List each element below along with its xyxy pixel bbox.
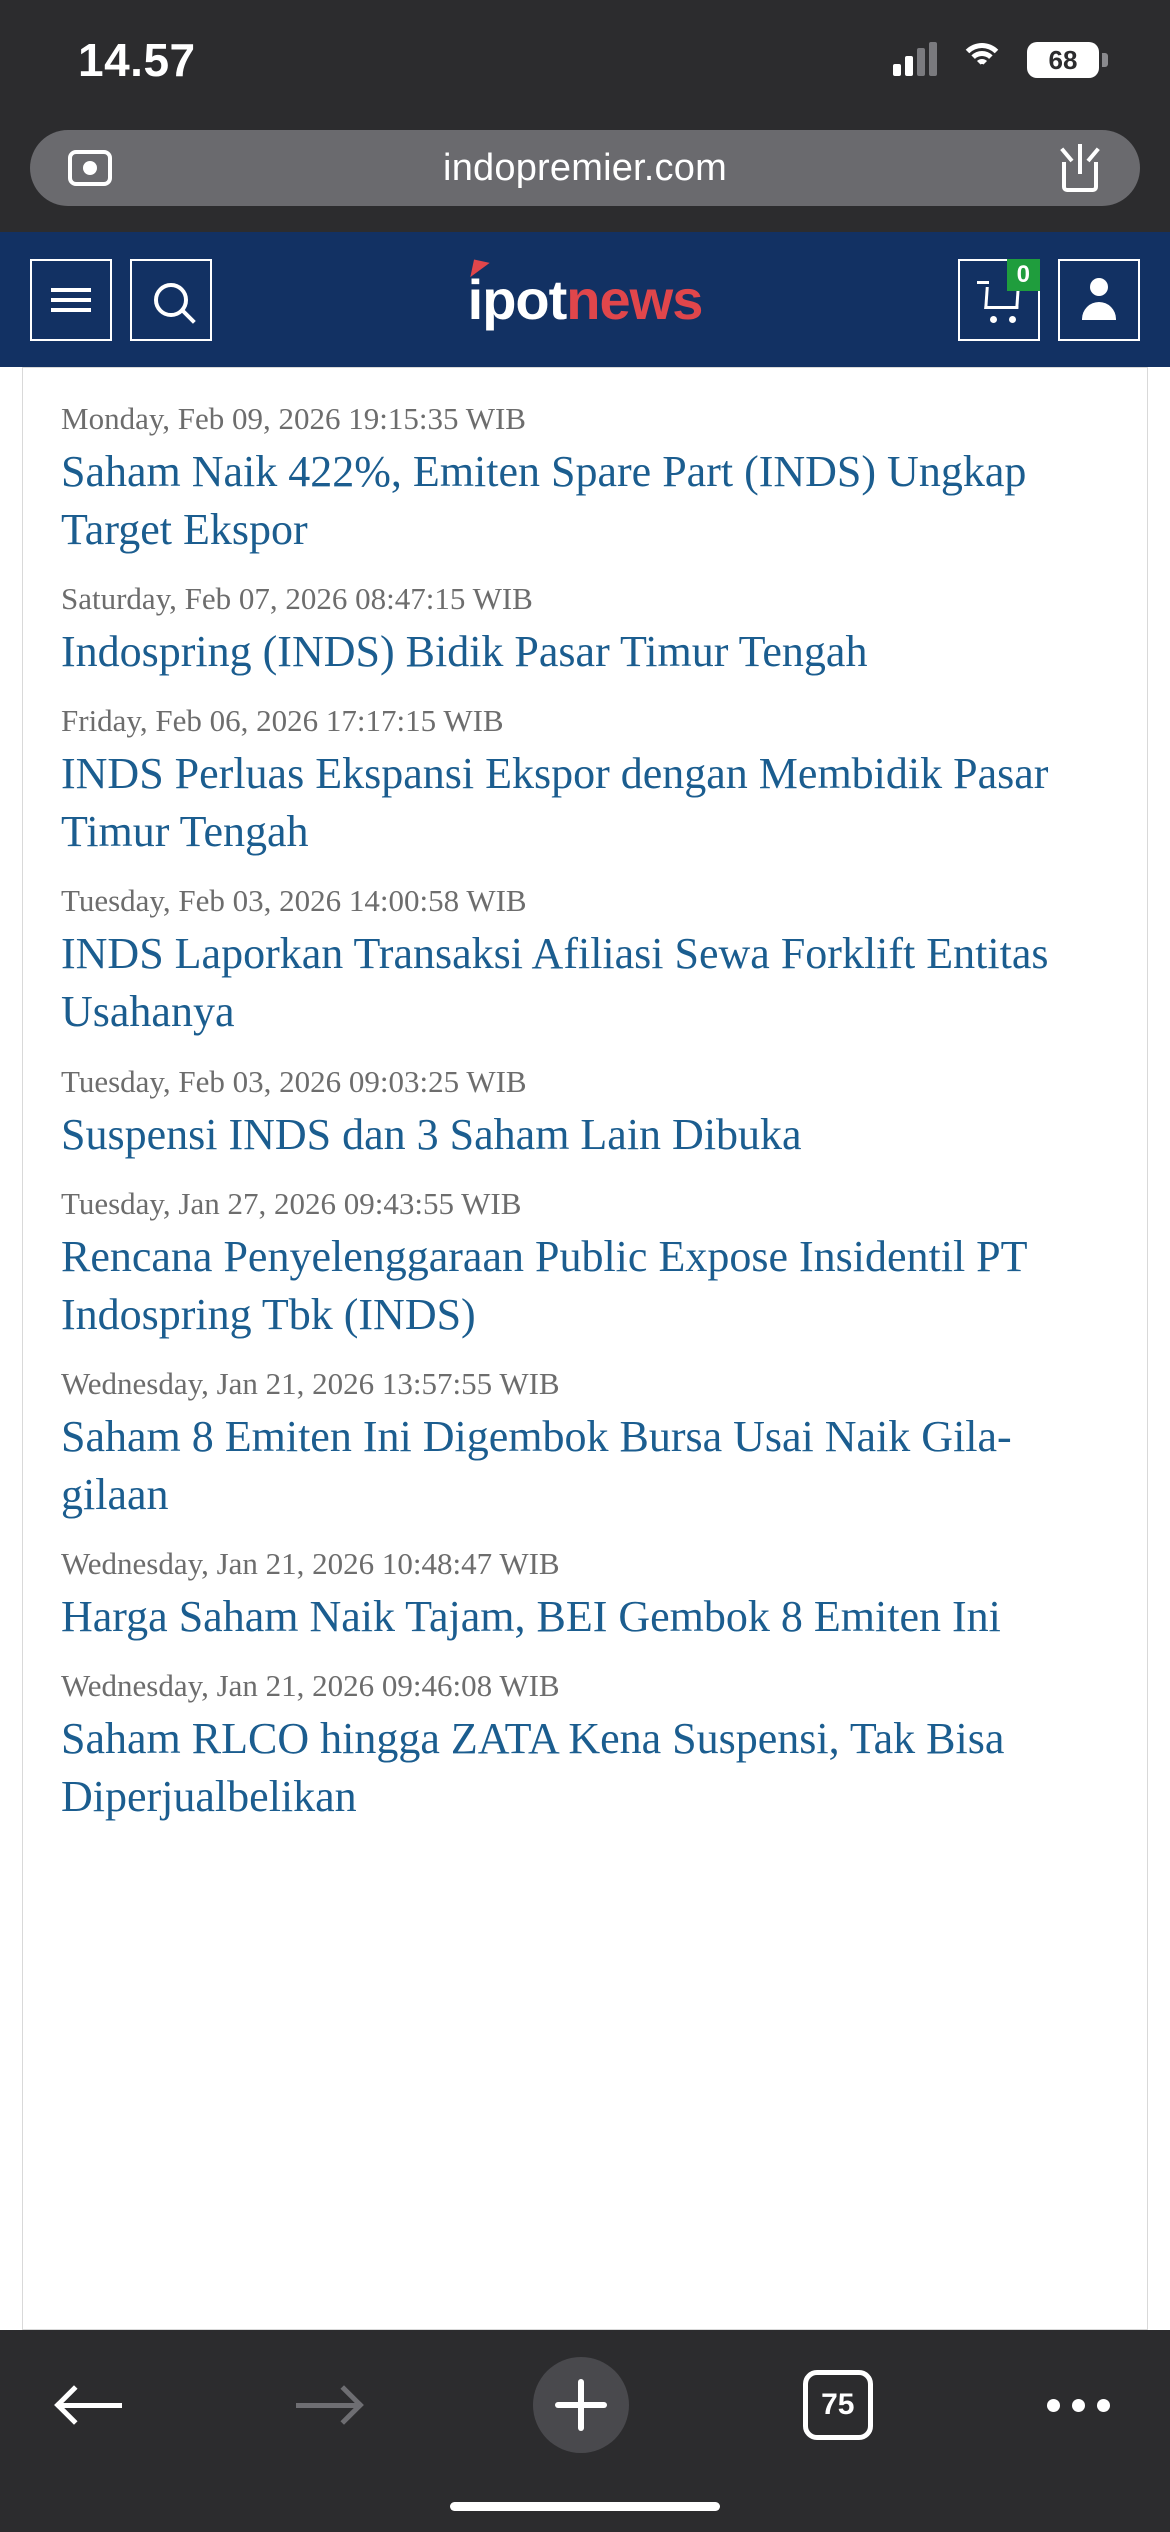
header-right-actions (958, 259, 1140, 341)
tab-switcher-button[interactable]: 75 (803, 2370, 873, 2440)
more-options-icon[interactable] (1047, 2399, 1110, 2412)
news-date: Monday, Feb 09, 2026 19:15:35 WIB (61, 401, 526, 436)
news-date: Saturday, Feb 07, 2026 08:47:15 WIB (61, 581, 533, 617)
cart-count-badge: 0 (1007, 259, 1040, 292)
camera-search-icon[interactable] (64, 142, 116, 194)
news-date: Wednesday, Jan 21, 2026 13:57:55 WIB (61, 1365, 560, 1401)
news-date: Tuesday, Jan 27, 2026 09:43:55 WIB (61, 1185, 522, 1221)
cellular-signal-icon (893, 44, 937, 76)
new-tab-button[interactable] (533, 2357, 629, 2453)
news-title-link[interactable]: Suspensi INDS dan 3 Saham Lain Dibuka (61, 1109, 802, 1159)
news-panel (22, 367, 1148, 2330)
site-logo[interactable] (468, 267, 703, 332)
news-title-link[interactable]: Saham Naik 422%, Emiten Spare Part (INDS) Ungkap Target Ekspor (61, 447, 1027, 555)
news-date: Friday, Feb 06, 2026 17:17:15 WIB (61, 703, 504, 739)
news-title-link[interactable]: INDS Perluas Ekspansi Ekspor dengan Membidik Pasar Timur Tengah (61, 749, 1049, 857)
url-text[interactable]: indopremier.com (443, 146, 727, 189)
news-date: Wednesday, Jan 21, 2026 09:46:08 WIB (61, 1668, 560, 1704)
logo-spark-icon (470, 260, 489, 281)
share-icon[interactable] (1054, 142, 1106, 194)
list-item[interactable] (61, 1064, 1109, 1164)
list-item[interactable] (61, 1546, 1109, 1646)
forward-arrow-icon[interactable] (296, 2383, 358, 2427)
news-date: Tuesday, Feb 03, 2026 09:03:25 WIB (61, 1063, 527, 1099)
news-title-link[interactable]: Saham 8 Emiten Ini Digembok Bursa Usai Naik Gila-gilaan (61, 1411, 1012, 1519)
user-account-icon[interactable] (1058, 259, 1140, 341)
page-content (0, 367, 1170, 2330)
wifi-icon (959, 43, 1005, 77)
logo-primary-text: ipot (467, 268, 567, 331)
news-title-link[interactable]: INDS Laporkan Transaksi Afiliasi Sewa Forklift Entitas Usahanya (61, 929, 1049, 1037)
news-title-link[interactable]: Rencana Penyelenggaraan Public Expose Insidentil PT Indospring Tbk (INDS) (61, 1231, 1027, 1339)
news-date: Wednesday, Jan 21, 2026 10:48:47 WIB (61, 1545, 560, 1581)
browser-toolbar (0, 2330, 1170, 2480)
back-arrow-icon[interactable] (60, 2383, 122, 2427)
panel-divider (23, 367, 1147, 381)
list-item[interactable] (61, 401, 1109, 559)
search-icon[interactable] (130, 259, 212, 341)
header-left-actions (30, 259, 212, 341)
list-item[interactable] (61, 1668, 1109, 1826)
status-time: 14.57 (78, 34, 196, 86)
hamburger-menu-icon[interactable] (30, 259, 112, 341)
list-item[interactable] (61, 1186, 1109, 1344)
list-item[interactable] (61, 1366, 1109, 1524)
logo-secondary-text: news (566, 268, 703, 331)
battery-level: 68 (1027, 42, 1099, 78)
list-item[interactable] (61, 883, 1109, 1041)
battery-icon (1027, 42, 1108, 78)
list-item[interactable] (61, 703, 1109, 861)
site-header (0, 232, 1170, 367)
news-title-link[interactable]: Saham RLCO hingga ZATA Kena Suspensi, Tak Bisa Diperjualbelikan (61, 1714, 1005, 1822)
home-indicator[interactable] (450, 2502, 720, 2511)
news-title-link[interactable]: Indospring (INDS) Bidik Pasar Timur Tengah (61, 627, 868, 677)
address-bar[interactable] (30, 130, 1140, 206)
status-indicators (893, 42, 1108, 78)
news-date: Tuesday, Feb 03, 2026 14:00:58 WIB (61, 883, 527, 919)
list-item[interactable] (61, 581, 1109, 681)
status-bar (0, 0, 1170, 120)
shopping-cart-icon[interactable] (958, 259, 1040, 341)
home-indicator-area (0, 2480, 1170, 2532)
browser-url-bar-container (0, 120, 1170, 232)
news-title-link[interactable]: Harga Saham Naik Tajam, BEI Gembok 8 Emiten Ini (61, 1591, 1001, 1641)
